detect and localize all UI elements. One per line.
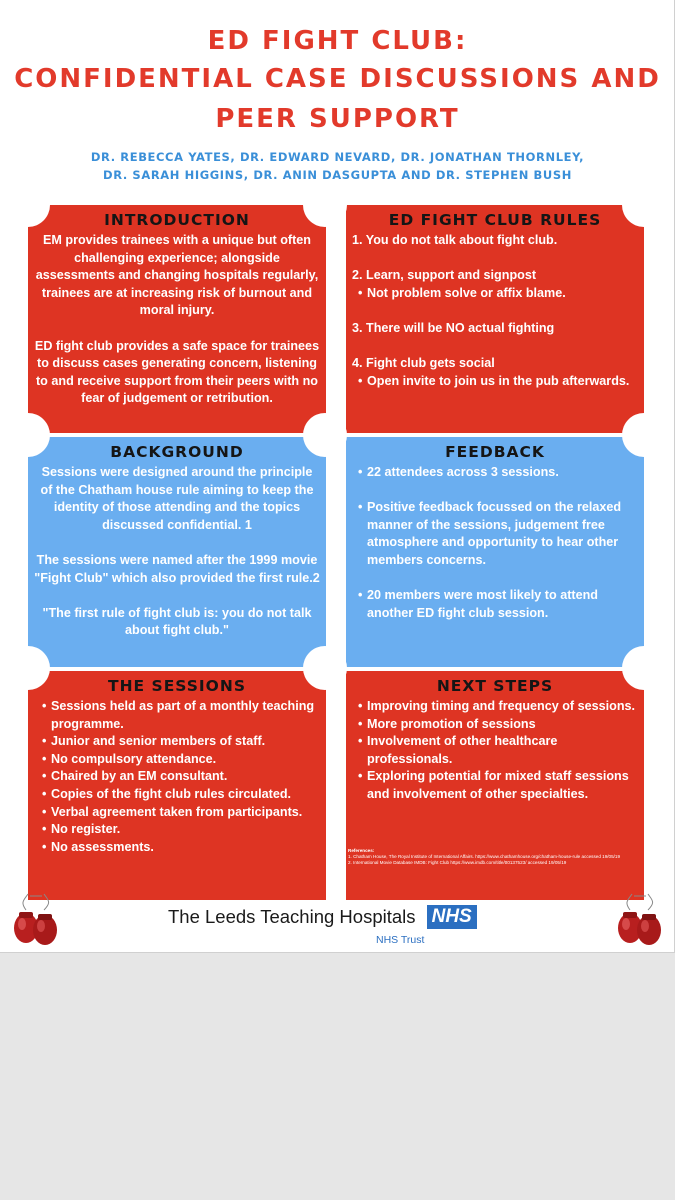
poster-title-line-3: PEER SUPPORT	[215, 104, 460, 134]
background-heading: BACKGROUND	[110, 443, 244, 461]
nhs-logo: NHS	[427, 905, 477, 929]
notch-decoration	[303, 646, 347, 690]
introduction-panel	[28, 205, 326, 433]
rule-item: 3. There will be NO actual fighting	[352, 320, 555, 335]
trust-logo	[168, 905, 477, 929]
notch-decoration	[622, 183, 666, 227]
background-panel	[28, 437, 326, 667]
rule-sub-item: • Not problem solve or affix blame.	[352, 285, 638, 303]
boxing-gloves-icon	[10, 892, 62, 948]
rule-item: 1. You do not talk about fight club.	[352, 233, 558, 247]
feedback-heading: FEEDBACK	[445, 443, 545, 461]
reference-item: 2. International Movie Database IMDB: Fight Club https://www.imdb.com/title/tt0137523/ accessed 19/05/19	[348, 860, 567, 865]
feedback-item: • Positive feedback focussed on the relaxed manner of the sessions, judgement free atmosphere and opportunity to hear other members concerns.	[352, 499, 638, 569]
rule-item: 4. Fight club gets social	[352, 356, 495, 371]
notch-decoration	[303, 183, 347, 227]
introduction-heading: INTRODUCTION	[104, 211, 250, 229]
trust-name: The Leeds Teaching Hospitals	[168, 906, 416, 927]
background-paragraph: The sessions were named after the 1999 movie "Fight Club" which also provided the first rule.2	[34, 552, 320, 585]
rules-panel	[346, 205, 644, 433]
rule-item: 2. Learn, support and signpost	[352, 268, 537, 283]
notch-decoration	[622, 413, 666, 457]
references-heading: References:	[348, 848, 375, 853]
notch-decoration	[6, 183, 50, 227]
next-steps-item: • Involvement of other healthcare professionals.	[352, 733, 638, 768]
sessions-item: • No compulsory attendance.	[36, 751, 320, 769]
sessions-item: • Junior and senior members of staff.	[36, 733, 320, 751]
authors-line-2: DR. SARAH HIGGINS, DR. ANIN DASGUPTA AND DR. STEPHEN BUSH	[103, 168, 572, 182]
sessions-panel	[28, 671, 326, 900]
references	[346, 848, 644, 866]
notch-decoration	[303, 413, 347, 457]
feedback-item: • 22 attendees across 3 sessions.	[352, 464, 638, 482]
sessions-item: • No register.	[36, 821, 320, 839]
next-steps-item: • Exploring potential for mixed staff sessions and involvement of other specialties.	[352, 768, 638, 803]
sessions-item: • Chaired by an EM consultant.	[36, 768, 320, 786]
poster-title-line-1: ED FIGHT CLUB:	[207, 26, 468, 56]
sessions-item: • No assessments.	[36, 839, 320, 857]
authors-line-1: DR. REBECCA YATES, DR. EDWARD NEVARD, DR. JONATHAN THORNLEY,	[90, 150, 585, 164]
nhs-trust-label: NHS Trust	[376, 934, 425, 946]
sessions-item: • Copies of the fight club rules circulated.	[36, 786, 320, 804]
notch-decoration	[622, 646, 666, 690]
next-steps-item: • Improving timing and frequency of sessions.	[352, 698, 638, 716]
boxing-gloves-icon	[614, 892, 666, 948]
background-body	[28, 464, 326, 640]
rules-body	[346, 232, 644, 390]
notch-decoration	[6, 646, 50, 690]
introduction-paragraph: EM provides trainees with a unique but often challenging experience; alongside assessments and changing hospitals regularly, trainees are at increasing risk of burnout and moral injury.	[35, 233, 319, 318]
next-steps-item: • More promotion of sessions	[352, 716, 638, 734]
introduction-body	[28, 232, 326, 408]
sessions-item: • Sessions held as part of a monthly teaching programme.	[36, 698, 320, 733]
sessions-heading: THE SESSIONS	[108, 677, 246, 695]
notch-decoration	[6, 413, 50, 457]
feedback-body	[346, 464, 644, 622]
sessions-list	[28, 698, 326, 856]
authors	[0, 148, 675, 184]
next-steps-heading: NEXT STEPS	[436, 677, 554, 695]
reference-item: 1. Chatham House, The Royal Institute of International Affairs. https://www.chathamhouse.org/chatham-house-rule accessed 19/05/19	[348, 854, 621, 859]
feedback-item: • 20 members were most likely to attend another ED fight club session.	[352, 587, 638, 622]
poster-title-line-2: CONFIDENTIAL CASE DISCUSSIONS AND	[14, 64, 661, 94]
introduction-paragraph: ED fight club provides a safe space for trainees to discuss cases generating concern, listening to and receive support from their peers with no fear of judgement or retribution.	[34, 338, 320, 406]
background-paragraph: Sessions were designed around the principle of the Chatham house rule aiming to keep the identity of those attending and the topics discussed confidential. 1	[40, 465, 314, 532]
sessions-item: • Verbal agreement taken from participants.	[36, 804, 320, 822]
rules-heading: ED FIGHT CLUB RULES	[388, 211, 602, 229]
feedback-panel	[346, 437, 644, 667]
rule-sub-item: • Open invite to join us in the pub afterwards.	[352, 373, 638, 391]
background-quote: "The first rule of fight club is: you do not talk about fight club."	[42, 605, 312, 638]
next-steps-list	[346, 698, 644, 804]
